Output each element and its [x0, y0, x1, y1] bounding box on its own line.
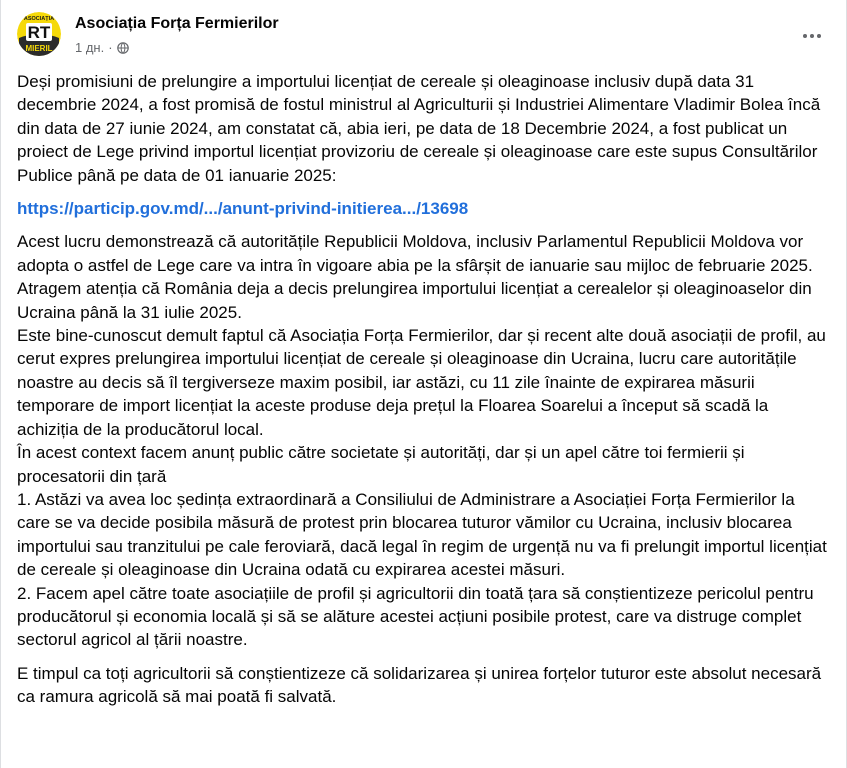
author-avatar[interactable] [17, 12, 61, 56]
post-paragraph-7: 2. Facem apel către toate asociațiile de profil și agricultorii din toată țara să conștientizeze pericolul pentru producătorul și economia locală și să se alăture acestei acțiuni posibile protest, care va distruge complet sectorul agricol al țării noastre. [17, 583, 814, 650]
post-paragraph-2: Acest lucru demonstrează că autoritățile Republicii Moldova, inclusiv Parlamentul Republicii Moldova vor adopta o astfel de Lege care va intra în vigoare abia pe la sfârșit de ianuarie sau mijloc de februarie 2025. [17, 232, 813, 275]
avatar-logo-icon [17, 12, 61, 56]
post-paragraph-8: E timpul ca toți agricultorii să conștientizeze că solidarizarea și unirea forțelor tuturor este absolut necesară ca ramura agricolă să mai poată fi salvată. [17, 663, 822, 707]
post-timestamp[interactable]: 1 дн. [75, 40, 105, 55]
post-paragraph-5: În acest context facem anunț public către societate și autorități, dar și un apel către toi fermierii și procesatorii din țară [17, 443, 745, 486]
meta-separator: · [108, 40, 113, 55]
post-paragraph-6: 1. Astăzi va avea loc ședința extraordinară a Consiliului de Administrare a Asociației Forța Fermierilor la care se va decide posibila măsură de protest prin blocarea tuturor vămilor cu Ucraina, inclusiv blocarea importului sau tranzitului pe cale feroviară, dacă legal în regim de urgență nu va fi prelungit importul licențiat de cereale și oleaginoase din Ucraina odată cu expirarea acestei măsuri. [17, 489, 827, 580]
post-main-block [17, 230, 827, 651]
post-paragraph-3: Atragem atenția că România deja a decis prelungirea importului licențiat a cerealelor și oleaginoaselor din Ucraina până la 31 iulie 2025. [17, 279, 812, 322]
post-link[interactable]: https://particip.gov.md/.../anunt-privind-initierea.../13698 [17, 199, 469, 219]
avatar-text-mid: RT [27, 23, 51, 42]
more-horizontal-icon [802, 33, 822, 39]
post-link-paragraph [17, 197, 827, 220]
globe-icon[interactable] [117, 42, 129, 54]
post-paragraph-1: Deși promisiuni de prelungire a importului licențiat de cereale și oleaginoase inclusiv după data 31 decembrie 2024, a fost promisă de fostul ministrul al Agriculturii și Industriei Alimentare Vladimir Bolea încă din data de 27 iunie 2024, am constatat că, abia ieri, pe data de 18 Decembrie 2024, a fost publicat un proiect de Lege privind importul licențiat provizoriu de cereale și oleaginoase care este supus Consultărilor Publice până pe data de 01 ianuarie 2025: [17, 72, 821, 185]
more-options-button[interactable] [794, 18, 830, 54]
author-name[interactable]: Asociația Forța Fermierilor [75, 15, 279, 32]
avatar-text-top: ASOCIAȚIA [23, 16, 55, 22]
post-paragraph-4: Este bine-cunoscut demult faptul că Asociația Forța Fermierilor, dar și recent alte două asociații de profil, au cerut expres prelungirea importului licențiat de cereale și oleaginoase din Ucraina, lucru care autoritățile noastre au decis să îl tergiverseze maxim posibil, iar astăzi, cu 11 zile înainte de expirarea măsurii temporare de import licențiat la aceste produse deja prețul la Floarea Soarelui a început să scadă la achiziția de la producătorul local. [17, 326, 826, 439]
post-meta [75, 40, 129, 55]
post-header [17, 12, 830, 62]
avatar-text-bottom: MIERIL [25, 44, 53, 53]
post-body [17, 70, 827, 709]
